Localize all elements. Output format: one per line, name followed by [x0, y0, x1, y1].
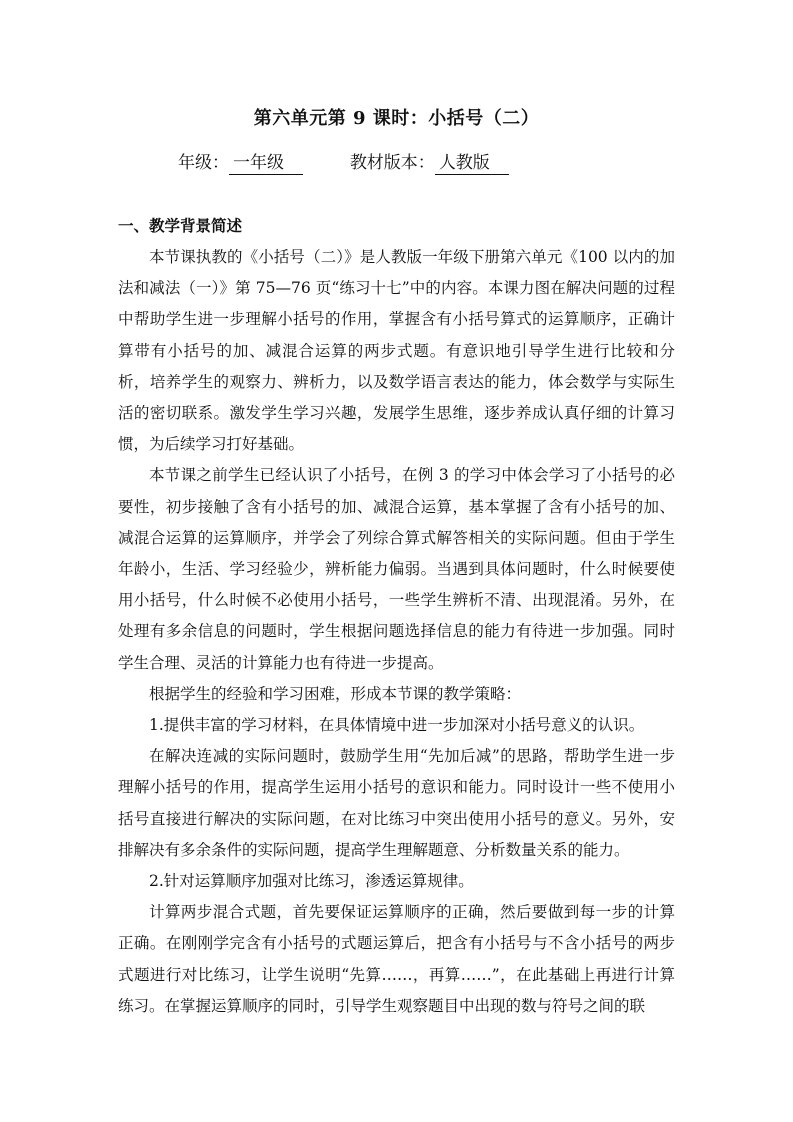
version-label: 教材版本：	[349, 153, 435, 173]
paragraph: 2.针对运算顺序加强对比练习，渗透运算规律。	[149, 872, 474, 891]
paragraph: 根据学生的经验和学习困难，形成本节课的教学策略：	[149, 684, 522, 703]
paragraph: 计算两步混合式题，首先要保证运算顺序的正确，然后要做到每一步的计算正确。在刚刚学完含有小括号的式题运算后，把含有小括号与不含小括号的两步式题进行对比练习，让学生说明“先算……，再算……”，在此基础上再进行计算练习。在掌握运算顺序的同时，引导学生观察题目中出现的数与符号之间的联	[118, 903, 675, 1015]
paragraph: 本节课执教的《小括号（二）》是人教版一年级下册第六单元《100 以内的加法和减法（一）》第 75—76 页“练习十七”中的内容。本课力图在解决问题的过程中帮助学生进一步理解小括号的作用，掌握含有小括号算式的运算顺序，正确计算带有小括号的加、减混合运算的两步式题。有意识地引导学生进行比较和分析，培养学生的观察力、辨析力，以及数学语言表达的能力，体会数学与实际生活的密切联系。激发学生学习兴趣，发展学生思维，逐步养成认真仔细的计算习惯，为后续学习打好基础。	[118, 248, 675, 454]
grade-value: 一年级	[229, 148, 303, 175]
paragraph: 1.提供丰富的学习材料，在具体情境中进一步加深对小括号意义的认识。	[149, 716, 645, 735]
grade-label: 年级：	[178, 153, 229, 173]
paragraph: 在解决连减的实际问题时，鼓励学生用“先加后减”的思路，帮助学生进一步理解小括号的作用，提高学生运用小括号的意识和能力。同时设计一些不使用小括号直接进行解决的实际问题，在对比练习中突出使用小括号的意义。另外，安排解决有多余条件的实际问题，提高学生理解题意、分析数量关系的能力。	[118, 747, 675, 859]
lesson-meta	[178, 148, 509, 175]
paragraph: 本节课之前学生已经认识了小括号，在例 3 的学习中体会学习了小括号的必要性，初步接触了含有小括号的加、减混合运算，基本掌握了含有小括号的加、减混合运算的运算顺序，并学会了列综合算式解答相关的实际问题。但由于学生年龄小，生活、学习经验少，辨析能力偏弱。当遇到具体问题时，什么时候要使用小括号，什么时候不必使用小括号，一些学生辨析不清、出现混淆。另外，在处理有多余信息的问题时，学生根据问题选择信息的能力有待进一步加强。同时学生合理、灵活的计算能力也有待进一步提高。	[118, 466, 675, 672]
lesson-title: 第六单元第 9 课时：小括号（二）	[253, 108, 540, 129]
section-body	[118, 242, 675, 1022]
version-value: 人教版	[435, 148, 509, 175]
section-heading: 一、教学背景简述	[118, 216, 243, 235]
